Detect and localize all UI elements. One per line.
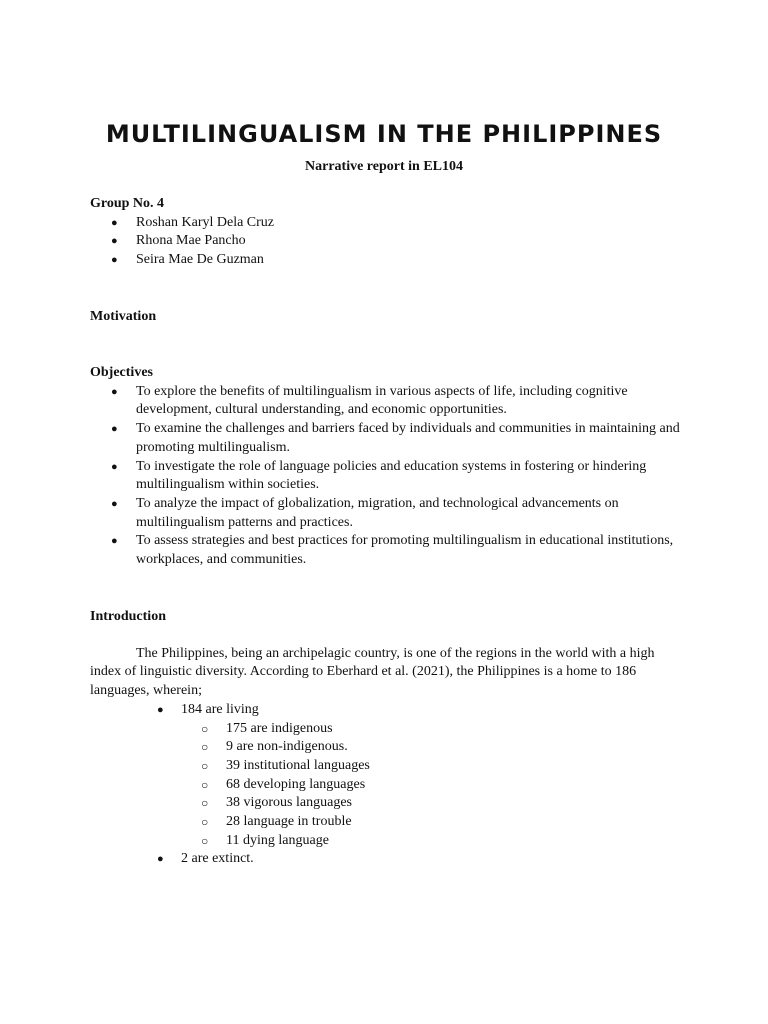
objectives-list	[90, 383, 680, 570]
objectives-heading: Objectives	[90, 365, 153, 380]
list-item: ○ 175 are indigenous	[90, 720, 680, 739]
list-item: ○ 9 are non-indigenous.	[90, 738, 680, 757]
language-count-list	[90, 701, 680, 720]
list-item: ○ 38 vigorous languages	[90, 794, 680, 813]
document-title: MULTILINGUALISM IN THE PHILIPPINES	[105, 120, 663, 148]
extinct-languages-list	[90, 850, 680, 869]
list-item: ● To examine the challenges and barriers faced by individuals and communities in maintaining and promoting multilingualism.	[90, 420, 680, 457]
list-item: ● To explore the benefits of multilingualism in various aspects of life, including cognitive development, cultural understanding, and economic opportunities.	[90, 383, 680, 420]
list-item: ○ 11 dying language	[90, 832, 680, 851]
living-languages-sublist	[90, 720, 680, 851]
group-heading: Group No. 4	[90, 196, 165, 211]
list-item: ● Seira Mae De Guzman	[90, 251, 680, 270]
list-item: ● Roshan Karyl Dela Cruz	[90, 214, 680, 233]
list-item: ● To assess strategies and best practices for promoting multilingualism in educational institutions, workplaces, and communities.	[90, 532, 680, 569]
list-item: ● To analyze the impact of globalization, migration, and technological advancements on multilingualism patterns and practices.	[90, 495, 680, 532]
introduction-section	[90, 608, 680, 869]
motivation-section	[90, 308, 680, 327]
introduction-paragraph: The Philippines, being an archipelagic country, is one of the regions in the world with a high index of linguistic diversity. According to Eberhard et al. (2021), the Philippines is a home to 186 languages, wherein;	[90, 645, 655, 699]
list-item: ○ 28 language in trouble	[90, 813, 680, 832]
group-section	[90, 195, 680, 270]
list-item: ○ 68 developing languages	[90, 776, 680, 795]
group-member-list	[90, 214, 680, 270]
list-item: ● Rhona Mae Pancho	[90, 232, 680, 251]
list-item: ● 184 are living	[90, 701, 680, 720]
objectives-section	[90, 364, 680, 570]
list-item: ● 2 are extinct.	[90, 850, 680, 869]
motivation-heading: Motivation	[90, 309, 157, 324]
document-subtitle: Narrative report in EL104	[305, 159, 463, 174]
introduction-heading: Introduction	[90, 609, 166, 624]
list-item: ○ 39 institutional languages	[90, 757, 680, 776]
list-item: ● To investigate the role of language policies and education systems in fostering or hindering multilingualism within societies.	[90, 458, 680, 495]
